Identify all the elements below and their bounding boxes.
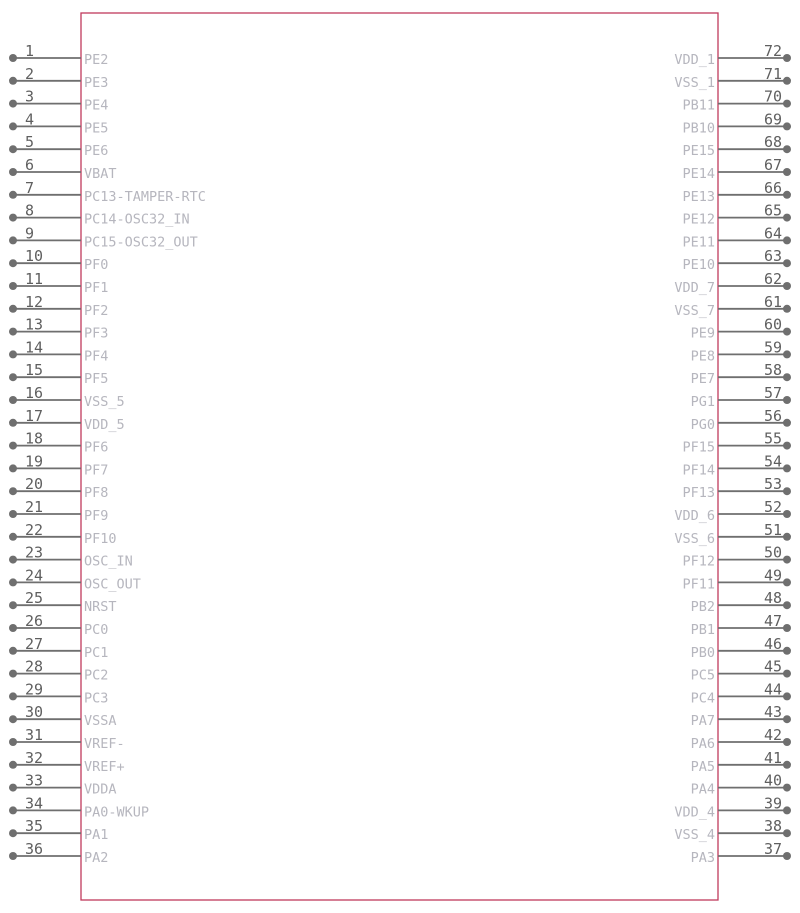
pin-name: PF13 bbox=[682, 485, 715, 502]
pin-name: VSSA bbox=[84, 713, 117, 730]
pin-end-dot bbox=[783, 54, 791, 62]
pin-number: 43 bbox=[763, 703, 782, 722]
pin-end-dot bbox=[9, 77, 17, 85]
pin-number: 50 bbox=[763, 543, 782, 562]
pin-end-dot bbox=[9, 54, 17, 62]
pin-number: 71 bbox=[763, 64, 782, 83]
left-pin-21 bbox=[9, 498, 108, 524]
pin-end-dot bbox=[9, 328, 17, 336]
pin-end-dot bbox=[783, 305, 791, 313]
pin-number: 67 bbox=[763, 156, 782, 174]
pin-name: PF12 bbox=[682, 553, 715, 570]
pin-end-dot bbox=[9, 396, 17, 404]
pin-end-dot bbox=[783, 715, 791, 723]
pin-name: PA0-WKUP bbox=[84, 804, 150, 821]
pin-name: PE15 bbox=[682, 143, 715, 160]
pin-end-dot bbox=[9, 305, 17, 313]
pin-number: 30 bbox=[25, 703, 44, 722]
pin-end-dot bbox=[9, 122, 17, 130]
left-pin-19 bbox=[9, 452, 108, 478]
pin-name: PB11 bbox=[682, 97, 715, 114]
pin-end-dot bbox=[783, 852, 791, 860]
pin-number: 15 bbox=[25, 361, 44, 380]
pin-end-dot bbox=[9, 214, 17, 222]
pin-end-dot bbox=[9, 168, 17, 176]
pin-number: 7 bbox=[25, 178, 35, 197]
pin-end-dot bbox=[783, 419, 791, 427]
pin-end-dot bbox=[783, 761, 791, 769]
left-pin-3 bbox=[9, 88, 108, 114]
left-pin-5 bbox=[9, 133, 108, 159]
pin-end-dot bbox=[783, 692, 791, 700]
pin-end-dot bbox=[783, 145, 791, 153]
pin-name: PB1 bbox=[690, 622, 715, 638]
pin-end-dot bbox=[9, 236, 17, 244]
pin-name: VREF- bbox=[84, 736, 125, 752]
pin-end-dot bbox=[783, 624, 791, 632]
pin-name: PF6 bbox=[84, 439, 109, 456]
pin-end-dot bbox=[783, 350, 791, 358]
pin-number: 11 bbox=[25, 270, 44, 288]
pin-name: PE11 bbox=[682, 234, 715, 251]
pin-number: 49 bbox=[763, 566, 782, 585]
pin-name: PA3 bbox=[690, 850, 715, 866]
pin-number: 66 bbox=[763, 178, 782, 197]
left-pin-15 bbox=[9, 361, 108, 387]
pin-end-dot bbox=[9, 806, 17, 814]
pin-number: 3 bbox=[25, 87, 35, 106]
pin-number: 46 bbox=[763, 634, 782, 653]
pin-number: 5 bbox=[25, 133, 35, 152]
pin-end-dot bbox=[9, 715, 17, 723]
left-pin-4 bbox=[9, 110, 108, 136]
pin-name: PF7 bbox=[84, 462, 109, 479]
pin-end-dot bbox=[783, 510, 791, 518]
pin-name: VDD_4 bbox=[674, 804, 715, 821]
pin-name: PF11 bbox=[682, 576, 715, 593]
pin-number: 24 bbox=[25, 566, 44, 585]
pin-number: 35 bbox=[25, 817, 44, 836]
left-pin-8 bbox=[9, 202, 190, 228]
pin-name: VBAT bbox=[84, 166, 117, 182]
pin-name: PF8 bbox=[84, 485, 109, 502]
pin-name: OSC_OUT bbox=[84, 576, 141, 593]
pin-number: 21 bbox=[25, 498, 44, 516]
pin-name: PC0 bbox=[84, 622, 109, 638]
pin-number: 44 bbox=[763, 680, 782, 699]
pin-number: 39 bbox=[763, 794, 782, 813]
left-pin-29 bbox=[9, 680, 108, 706]
pin-end-dot bbox=[783, 464, 791, 472]
pin-number: 48 bbox=[763, 589, 782, 608]
pin-end-dot bbox=[9, 738, 17, 746]
pin-end-dot bbox=[783, 373, 791, 381]
pin-number: 31 bbox=[25, 726, 44, 744]
pin-end-dot bbox=[9, 692, 17, 700]
pin-number: 13 bbox=[25, 315, 44, 334]
pin-number: 54 bbox=[763, 452, 782, 471]
left-pin-11 bbox=[9, 270, 108, 296]
pin-end-dot bbox=[783, 282, 791, 290]
pin-end-dot bbox=[783, 487, 791, 495]
pin-name: PF5 bbox=[84, 371, 109, 388]
pin-name: PA6 bbox=[690, 736, 715, 752]
pin-end-dot bbox=[9, 145, 17, 153]
pin-end-dot bbox=[9, 647, 17, 655]
pin-end-dot bbox=[9, 510, 17, 518]
pin-end-dot bbox=[783, 738, 791, 746]
pin-name: PE10 bbox=[682, 257, 715, 274]
pin-number: 52 bbox=[763, 498, 782, 516]
pin-end-dot bbox=[783, 328, 791, 336]
pin-name: PB2 bbox=[690, 599, 715, 616]
pin-end-dot bbox=[9, 670, 17, 678]
pin-name: PE3 bbox=[84, 74, 109, 91]
pin-number: 27 bbox=[25, 634, 44, 653]
pin-number: 12 bbox=[25, 292, 44, 311]
pin-end-dot bbox=[783, 122, 791, 130]
pin-number: 4 bbox=[25, 110, 35, 129]
pin-number: 62 bbox=[763, 270, 782, 288]
left-pin-12 bbox=[9, 293, 108, 319]
pin-number: 53 bbox=[763, 475, 782, 494]
pin-name: PG1 bbox=[690, 394, 715, 410]
pin-name: PF14 bbox=[682, 462, 715, 479]
pin-name: PE8 bbox=[690, 348, 715, 365]
pin-end-dot bbox=[783, 784, 791, 792]
pin-name: VSS_7 bbox=[674, 302, 715, 319]
pin-number: 69 bbox=[763, 110, 782, 129]
ic-body-outline bbox=[81, 13, 718, 900]
pin-name: PA1 bbox=[84, 827, 109, 844]
pin-number: 36 bbox=[25, 840, 44, 858]
pin-number: 28 bbox=[25, 657, 44, 676]
pin-name: VSS_4 bbox=[674, 827, 715, 844]
pin-number: 9 bbox=[25, 224, 35, 243]
pin-number: 65 bbox=[763, 201, 782, 220]
left-pin-36 bbox=[9, 840, 108, 866]
pin-name: PF15 bbox=[682, 439, 715, 456]
pin-name: PC3 bbox=[84, 690, 109, 707]
pin-number: 8 bbox=[25, 201, 35, 220]
pin-number: 72 bbox=[763, 42, 782, 60]
pin-name: VSS_6 bbox=[674, 530, 715, 547]
pin-name: PC5 bbox=[690, 667, 715, 684]
right-pin-group bbox=[674, 42, 791, 866]
pin-name: PA4 bbox=[690, 781, 715, 798]
pin-end-dot bbox=[9, 487, 17, 495]
pin-name: PF4 bbox=[84, 348, 109, 365]
pin-number: 64 bbox=[763, 224, 782, 243]
pin-number: 38 bbox=[763, 817, 782, 836]
pin-number: 22 bbox=[25, 520, 44, 539]
pin-number: 14 bbox=[25, 338, 44, 357]
pin-end-dot bbox=[783, 77, 791, 85]
pin-number: 25 bbox=[25, 589, 44, 608]
pin-number: 59 bbox=[763, 338, 782, 357]
pin-number: 60 bbox=[763, 315, 782, 334]
pin-end-dot bbox=[9, 624, 17, 632]
right-pin-37 bbox=[691, 840, 791, 866]
left-pin-35 bbox=[9, 817, 108, 843]
pin-end-dot bbox=[9, 282, 17, 290]
pin-end-dot bbox=[9, 464, 17, 472]
pin-name: VSS_5 bbox=[84, 394, 125, 410]
pin-name: PE12 bbox=[682, 211, 715, 228]
pin-name: PE5 bbox=[84, 120, 109, 137]
pin-name: PC4 bbox=[690, 690, 715, 707]
pin-number: 26 bbox=[25, 612, 44, 630]
pin-number: 1 bbox=[25, 42, 35, 60]
pin-number: 16 bbox=[25, 384, 44, 402]
pin-end-dot bbox=[9, 100, 17, 108]
pin-name: VDD_5 bbox=[84, 416, 125, 433]
left-pin-2 bbox=[9, 65, 108, 91]
left-pin-13 bbox=[9, 316, 108, 342]
left-pin-group bbox=[9, 42, 206, 866]
pin-name: PE9 bbox=[690, 325, 715, 342]
pin-name: PE4 bbox=[84, 97, 109, 114]
pin-number: 32 bbox=[25, 748, 44, 767]
pin-number: 42 bbox=[763, 726, 782, 744]
pin-name: PC1 bbox=[84, 644, 109, 661]
left-pin-1 bbox=[9, 42, 108, 68]
pin-end-dot bbox=[9, 373, 17, 381]
pin-end-dot bbox=[783, 442, 791, 450]
pin-number: 17 bbox=[25, 406, 44, 425]
pin-number: 55 bbox=[763, 429, 782, 448]
pin-number: 51 bbox=[763, 520, 782, 539]
pin-number: 68 bbox=[763, 133, 782, 152]
pin-end-dot bbox=[783, 647, 791, 655]
pin-name: VDD_6 bbox=[674, 508, 715, 524]
pin-end-dot bbox=[9, 829, 17, 837]
pin-end-dot bbox=[783, 601, 791, 609]
pin-number: 58 bbox=[763, 361, 782, 380]
pin-name: PF0 bbox=[84, 257, 109, 274]
pin-name: PF1 bbox=[84, 280, 109, 296]
pin-number: 57 bbox=[763, 384, 782, 402]
pin-end-dot bbox=[783, 396, 791, 404]
pin-name: PC15-OSC32_OUT bbox=[84, 234, 198, 251]
pin-number: 61 bbox=[763, 292, 782, 311]
pin-name: PA7 bbox=[690, 713, 715, 730]
pin-name: PE13 bbox=[682, 188, 715, 205]
left-pin-26 bbox=[9, 612, 108, 638]
pin-name: VDD_7 bbox=[674, 280, 715, 296]
pin-number: 63 bbox=[763, 247, 782, 266]
pin-end-dot bbox=[9, 419, 17, 427]
pin-name: VREF+ bbox=[84, 758, 125, 775]
pin-end-dot bbox=[9, 601, 17, 609]
pin-name: PF9 bbox=[84, 508, 109, 524]
pin-name: PA2 bbox=[84, 850, 109, 866]
pin-number: 29 bbox=[25, 680, 44, 699]
left-pin-20 bbox=[9, 475, 108, 501]
pin-name: PC13-TAMPER-RTC bbox=[84, 188, 206, 205]
pin-end-dot bbox=[9, 533, 17, 541]
pin-end-dot bbox=[9, 578, 17, 586]
pin-number: 47 bbox=[763, 612, 782, 630]
pin-end-dot bbox=[9, 784, 17, 792]
pin-number: 34 bbox=[25, 794, 44, 813]
pin-end-dot bbox=[783, 806, 791, 814]
pin-name: PE14 bbox=[682, 166, 715, 182]
pin-name: OSC_IN bbox=[84, 553, 133, 570]
pin-name: PB10 bbox=[682, 120, 715, 137]
left-pin-7 bbox=[9, 179, 206, 205]
pin-number: 45 bbox=[763, 657, 782, 676]
pin-number: 6 bbox=[25, 156, 35, 174]
pin-end-dot bbox=[783, 829, 791, 837]
pin-number: 70 bbox=[763, 87, 782, 106]
pin-number: 56 bbox=[763, 406, 782, 425]
pin-end-dot bbox=[9, 259, 17, 267]
pin-end-dot bbox=[783, 670, 791, 678]
pin-end-dot bbox=[783, 168, 791, 176]
pin-end-dot bbox=[9, 761, 17, 769]
pin-name: PC14-OSC32_IN bbox=[84, 211, 190, 228]
pin-end-dot bbox=[783, 191, 791, 199]
pin-name: PC2 bbox=[84, 667, 109, 684]
left-pin-14 bbox=[9, 338, 108, 364]
left-pin-18 bbox=[9, 430, 108, 456]
pin-number: 19 bbox=[25, 452, 44, 471]
pin-number: 41 bbox=[763, 748, 782, 767]
pin-end-dot bbox=[783, 578, 791, 586]
pin-name: PF2 bbox=[84, 302, 109, 319]
pin-name: NRST bbox=[84, 599, 117, 616]
pin-end-dot bbox=[9, 350, 17, 358]
pin-end-dot bbox=[783, 556, 791, 564]
pin-number: 23 bbox=[25, 543, 44, 562]
pin-name: PE7 bbox=[690, 371, 715, 388]
left-pin-27 bbox=[9, 635, 108, 661]
pin-number: 20 bbox=[25, 475, 44, 494]
pin-number: 40 bbox=[763, 771, 782, 790]
pin-end-dot bbox=[9, 442, 17, 450]
pin-name: PA5 bbox=[690, 758, 715, 775]
pin-number: 18 bbox=[25, 429, 44, 448]
left-pin-10 bbox=[9, 247, 108, 273]
pin-name: PB0 bbox=[690, 644, 715, 661]
pin-end-dot bbox=[9, 556, 17, 564]
pin-number: 33 bbox=[25, 771, 44, 790]
pin-end-dot bbox=[783, 259, 791, 267]
pin-name: PE2 bbox=[84, 52, 109, 68]
pin-number: 37 bbox=[763, 840, 782, 858]
pin-name: PE6 bbox=[84, 143, 109, 160]
pin-name: PF10 bbox=[84, 530, 117, 547]
pin-end-dot bbox=[783, 214, 791, 222]
pin-number: 2 bbox=[25, 64, 35, 83]
pin-name: VDD_1 bbox=[674, 52, 715, 68]
pin-name: VDDA bbox=[84, 781, 117, 798]
pin-end-dot bbox=[783, 100, 791, 108]
pin-name: VSS_1 bbox=[674, 74, 715, 91]
pin-number: 10 bbox=[25, 247, 44, 266]
pin-name: PG0 bbox=[690, 416, 715, 433]
pin-end-dot bbox=[783, 236, 791, 244]
pin-name: PF3 bbox=[84, 325, 109, 342]
left-pin-28 bbox=[9, 658, 108, 684]
pin-end-dot bbox=[9, 191, 17, 199]
pin-end-dot bbox=[9, 852, 17, 860]
pin-end-dot bbox=[783, 533, 791, 541]
